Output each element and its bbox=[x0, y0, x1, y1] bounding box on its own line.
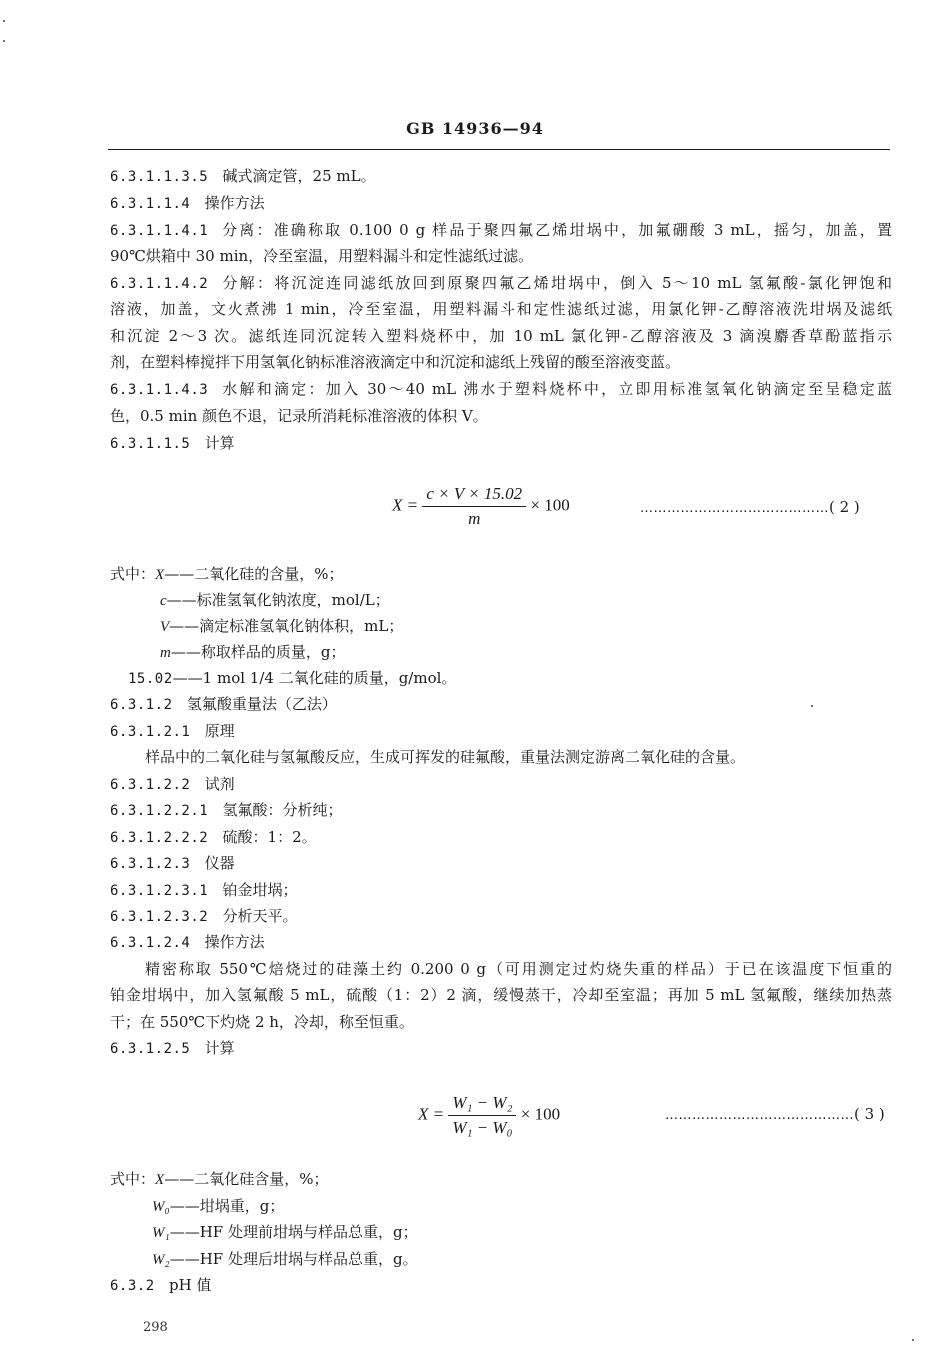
formula-fraction bbox=[448, 1093, 516, 1138]
formula-3 bbox=[418, 1093, 560, 1138]
formula-fraction bbox=[422, 484, 526, 529]
clause-line: 6.3.1.1.5 计算 bbox=[110, 434, 235, 452]
legend-line: c——标准氢氧化钠浓度，mol/L； bbox=[160, 591, 390, 609]
page-number: 298 bbox=[143, 1320, 168, 1335]
formula-lhs: X = bbox=[418, 1104, 445, 1124]
body-line: 和沉淀 2～3 次。滤纸连同沉淀转入塑料烧杯中，加 10 mL 氯化钾-乙醇溶液及 3 滴溴麝香草酚蓝指示 bbox=[110, 327, 892, 345]
clause-line: 6.3.1.2.2.1 氢氟酸：分析纯； bbox=[110, 801, 343, 819]
formula-lhs: X = bbox=[392, 495, 419, 515]
legend-line: 式中：X——二氧化硅的含量，%； bbox=[110, 565, 344, 583]
formula-numerator: c × V × 15.02 bbox=[422, 484, 526, 507]
clause-line: 6.3.1.2.3 仪器 bbox=[110, 854, 235, 872]
clause-line: 6.3.1.1.4.2 分解：将沉淀连同滤纸放回到原聚四氟乙烯坩埚中，倒入 5～10 mL 氢氟酸-氯化钾饱和 bbox=[110, 274, 892, 292]
clause-line: 6.3.1.1.3.5 碱式滴定管，25 mL。 bbox=[110, 167, 376, 185]
legend-line: V——滴定标准氢氧化钠体积，mL； bbox=[160, 617, 404, 635]
body-line: 溶液，加盖，文火煮沸 1 min，冷至室温，用塑料漏斗和定性滤纸过滤，用氯化钾-乙醇溶液洗坩埚及滤纸 bbox=[110, 300, 892, 318]
scan-speck bbox=[3, 40, 5, 42]
clause-line: 6.3.1.2.2.2 硫酸：1：2。 bbox=[110, 828, 317, 846]
scan-speck bbox=[811, 705, 813, 707]
body-line: 铂金坩埚中，加入氢氟酸 5 mL，硫酸（1：2）2 滴，缓慢蒸干，冷却至室温；再加 5 mL 氢氟酸，继续加热蒸 bbox=[110, 986, 892, 1004]
formula-multiplier: × 100 bbox=[520, 1104, 561, 1124]
legend-line: W₀——坩埚重，g； bbox=[152, 1197, 285, 1215]
equation-label: ( 2 ) bbox=[829, 498, 860, 516]
formula-denominator: W₁ − W₀ bbox=[452, 1118, 513, 1137]
clause-line: 6.3.1.2.2 试剂 bbox=[110, 775, 235, 793]
body-line: 色，0.5 min 颜色不退，记录所消耗标准溶液的体积 V。 bbox=[110, 407, 488, 425]
formula-3-leader: ……………………………………( 3 ) bbox=[665, 1105, 885, 1123]
clause-line: 6.3.1.2.1 原理 bbox=[110, 722, 235, 740]
clause-line: 6.3.1.2 氢氟酸重量法（乙法） bbox=[110, 695, 337, 713]
body-line: 样品中的二氧化硅与氢氟酸反应，生成可挥发的硅氟酸，重量法测定游离二氧化硅的含量。 bbox=[145, 748, 746, 766]
clause-line: 6.3.1.1.4 操作方法 bbox=[110, 194, 265, 212]
clause-line: 6.3.1.1.4.3 水解和滴定：加入 30～40 mL 沸水于塑料烧杯中，立即用标准氢氧化钠滴定至呈稳定蓝 bbox=[110, 380, 892, 398]
clause-line: 6.3.1.2.4 操作方法 bbox=[110, 933, 265, 951]
scan-speck bbox=[3, 20, 5, 22]
equation-label: ( 3 ) bbox=[854, 1105, 885, 1123]
legend-line: W₁——HF 处理前坩埚与样品总重，g； bbox=[152, 1223, 418, 1241]
formula-denominator: m bbox=[468, 509, 481, 528]
clause-line: 6.3.2 pH 值 bbox=[110, 1276, 212, 1294]
legend-line: 式中：X——二氧化硅含量，%； bbox=[110, 1170, 329, 1188]
clause-line: 6.3.1.2.5 计算 bbox=[110, 1039, 235, 1057]
clause-line: 6.3.1.2.3.1 铂金坩埚； bbox=[110, 881, 298, 899]
body-line: 精密称取 550℃焙烧过的硅藻土约 0.200 0 g（可用测定过灼烧失重的样品）于已在该温度下恒重的 bbox=[145, 960, 892, 978]
header-rule bbox=[108, 149, 890, 150]
formula-2 bbox=[392, 484, 570, 529]
body-line: 90℃烘箱中 30 min，冷至室温，用塑料漏斗和定性滤纸过滤。 bbox=[110, 247, 534, 265]
formula-multiplier: × 100 bbox=[530, 495, 570, 515]
scan-speck bbox=[912, 1339, 914, 1341]
clause-line: 6.3.1.2.3.2 分析天平。 bbox=[110, 907, 298, 925]
body-line: 干；在 550℃下灼烧 2 h，冷却，称至恒重。 bbox=[110, 1013, 414, 1031]
formula-numerator: W₁ − W₂ bbox=[448, 1093, 516, 1116]
legend-line: 15.02——1 mol 1/4 二氧化硅的质量，g/mol。 bbox=[128, 669, 457, 687]
legend-line: m——称取样品的质量，g； bbox=[160, 643, 346, 661]
formula-2-leader: ……………………………………( 2 ) bbox=[640, 498, 860, 516]
body-line: 剂，在塑料棒搅拌下用氢氧化钠标准溶液滴定中和沉淀和滤纸上残留的酸至溶液变蓝。 bbox=[110, 353, 681, 371]
legend-line: W₂——HF 处理后坩埚与样品总重，g。 bbox=[152, 1250, 418, 1268]
document-header: GB 14936—94 bbox=[406, 119, 544, 138]
clause-line: 6.3.1.1.4.1 分离：准确称取 0.100 0 g 样品于聚四氟乙烯坩埚中，加氟硼酸 3 mL，摇匀，加盖，置 bbox=[110, 221, 892, 239]
